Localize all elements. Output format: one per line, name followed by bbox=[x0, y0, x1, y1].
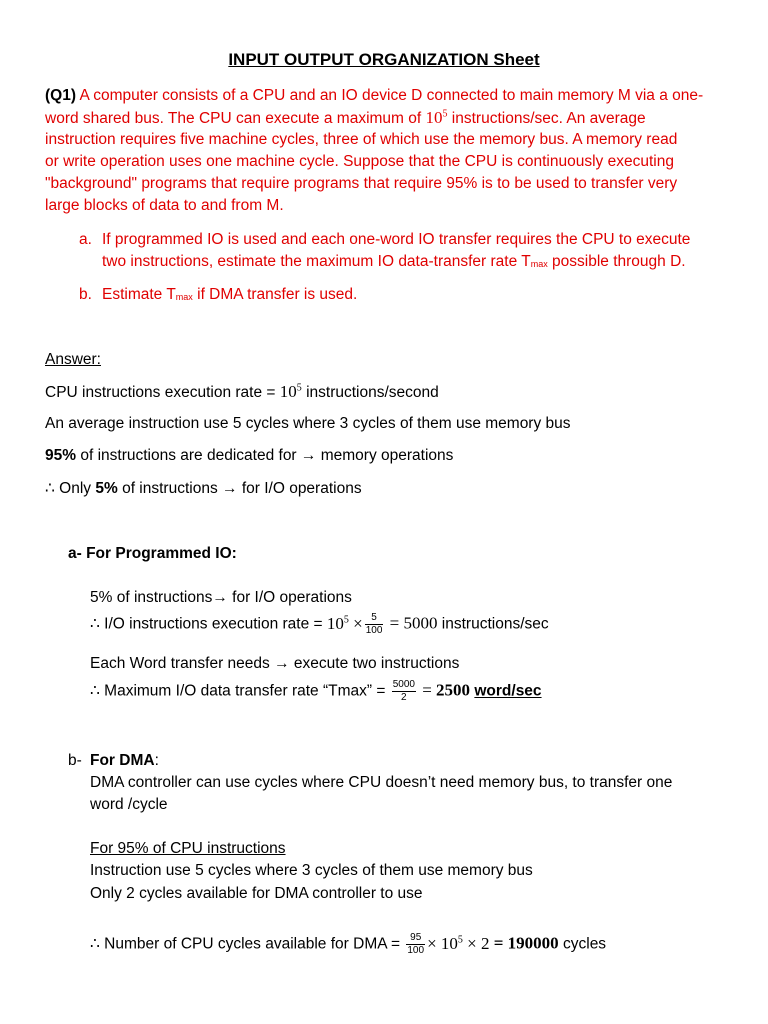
arrow-icon: → bbox=[222, 480, 238, 497]
section-b-line-3: Instruction use 5 cycles where 3 cycles of them use memory bus bbox=[90, 862, 533, 879]
section-a-line-2: ∴ I/O instructions execution rate = $10^5$ × $\frac{5}{100}$ = 5000 instructions/sec bbox=[90, 612, 549, 636]
answer-line-4: ∴ Only 5% of instructions → for I/O operations bbox=[45, 480, 362, 497]
section-b-heading: For DMA: bbox=[90, 752, 159, 769]
section-a-line-1: 5% of instructions→ for I/O operations bbox=[90, 589, 352, 606]
section-a-line-4: ∴ Maximum I/O data transfer rate “Tmax” = $\frac{5000}{2}$ = 2500 word/sec bbox=[90, 679, 542, 703]
question-line-4: or write operation uses one machine cycle. Suppose that the CPU is continuously executing bbox=[45, 153, 674, 170]
answer-line-1: CPU instructions execution rate = $10^5$ instructions/second bbox=[45, 382, 439, 401]
section-b-line-5: ∴ Number of CPU cycles available for DMA = $\frac{95}{100}$ × $10^5 \times 2 = 190000$ cycles bbox=[90, 932, 607, 956]
section-b-line-1: DMA controller can use cycles where CPU doesn’t need memory bus, to transfer one bbox=[90, 774, 673, 791]
part-a-line-1: If programmed IO is used and each one-word IO transfer requires the CPU to execute bbox=[102, 231, 691, 248]
page-title: INPUT OUTPUT ORGANIZATION Sheet bbox=[228, 50, 540, 69]
section-b-line-4: Only 2 cycles available for DMA controller to use bbox=[90, 885, 423, 902]
arrow-icon: → bbox=[212, 589, 228, 606]
section-a-heading: a- For Programmed IO: bbox=[68, 545, 237, 562]
fraction-5-over-100: $\frac{5}{100}$ bbox=[365, 612, 383, 636]
question-line-6: large blocks of data to and from M. bbox=[45, 197, 284, 214]
part-a-marker: a. bbox=[79, 231, 92, 248]
power-ten: $10^5$ bbox=[425, 108, 448, 127]
question-line-2: word shared bus. The CPU can execute a maximum of $10^5$ instructions/sec. An average bbox=[45, 108, 646, 127]
arrow-icon: → bbox=[300, 447, 317, 464]
answer-line-2: An average instruction use 5 cycles where 3 cycles of them use memory bus bbox=[45, 415, 571, 432]
part-b-marker: b. bbox=[79, 286, 92, 303]
part-b-line: Estimate Tmax if DMA transfer is used. bbox=[102, 286, 358, 303]
answer-line-3: 95% of instructions are dedicated for → memory operations bbox=[45, 447, 454, 464]
question-label: (Q1) bbox=[45, 87, 76, 104]
question-line-3: instruction requires five machine cycles, three of which use the memory bus. A memory read bbox=[45, 131, 678, 148]
answer-heading: Answer: bbox=[45, 351, 101, 368]
arrow-icon: → bbox=[274, 655, 290, 672]
section-b-subheading: For 95% of CPU instructions bbox=[90, 840, 286, 857]
question-line-5: "background" programs that require programs that require 95% is to be used to transfer very bbox=[45, 175, 678, 192]
fraction-95-over-100: $\frac{95}{100}$ bbox=[407, 932, 425, 956]
fraction-5000-over-2: $\frac{5000}{2}$ bbox=[392, 679, 415, 703]
section-b-marker: b- bbox=[68, 752, 82, 769]
section-a-line-3: Each Word transfer needs → execute two instructions bbox=[90, 655, 460, 672]
part-a-line-2: two instructions, estimate the maximum IO data-transfer rate Tmax possible through D. bbox=[102, 253, 686, 270]
section-b-line-2: word /cycle bbox=[90, 796, 168, 813]
question-line-1: (Q1) A computer consists of a CPU and an IO device D connected to main memory M via a one- bbox=[45, 87, 704, 104]
